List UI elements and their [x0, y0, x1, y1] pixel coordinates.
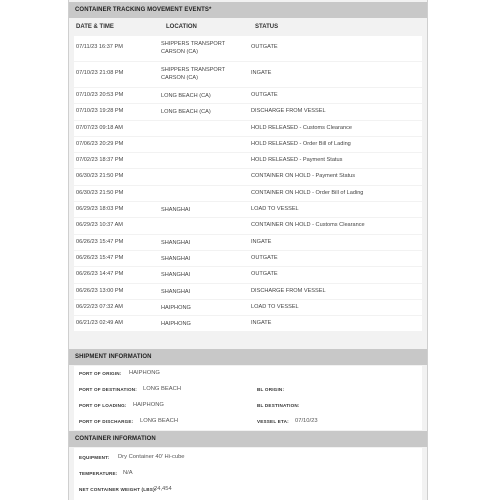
container-row-weight [74, 482, 422, 497]
container-section-header: CONTAINER INFORMATION [69, 431, 427, 447]
event-status: OUTGATE [251, 44, 278, 50]
event-location: SHANGHAI [161, 255, 191, 262]
event-status: HOLD RELEASED - Payment Status [251, 157, 343, 164]
port-of-discharge-label: PORT OF DISCHARGE: [79, 419, 134, 424]
event-status: DISCHARGE FROM VESSEL [251, 108, 326, 115]
event-date: 07/10/23 21:08 PM [76, 70, 124, 76]
col-header-status: STATUS [255, 24, 279, 30]
vessel-eta-label: VESSEL ETA: [257, 419, 289, 424]
event-date: 06/26/23 15:47 PM [76, 238, 124, 245]
event-date: 06/21/23 02:49 AM [76, 320, 123, 327]
event-location: SHIPPERS TRANSPORT CARSON (CA) [161, 41, 226, 55]
event-location: SHANGHAI [161, 288, 191, 295]
port-of-loading-value: HAIPHONG [133, 402, 164, 408]
table-row [74, 267, 422, 282]
temperature-value: N/A [123, 470, 133, 476]
table-row [74, 251, 422, 266]
table-row [74, 218, 422, 233]
table-row [74, 202, 422, 217]
vessel-eta-value: 07/10/23 [295, 418, 318, 424]
events-table-body [74, 36, 422, 332]
tracking-section-header: CONTAINER TRACKING MOVEMENT EVENTS* [69, 2, 427, 18]
event-date: 06/26/23 14:47 PM [76, 271, 124, 278]
port-of-discharge-value: LONG BEACH [140, 418, 179, 424]
event-status: OUTGATE [251, 92, 278, 98]
tracking-panel [68, 0, 428, 500]
shipment-row-origin [74, 366, 422, 381]
table-row [74, 88, 422, 103]
container-row-temperature [74, 466, 422, 481]
container-row-equipment [74, 450, 422, 465]
event-location: HAIPHONG [161, 321, 191, 328]
table-row [74, 153, 422, 168]
port-of-origin-label: PORT OF ORIGIN: [79, 371, 122, 376]
event-date: 06/29/23 18:03 PM [76, 206, 124, 213]
net-weight-label: NET CONTAINER WEIGHT (LBS): [79, 487, 157, 492]
event-location: HAIPHONG [161, 304, 191, 311]
event-status: CONTAINER ON HOLD - Payment Status [251, 173, 356, 180]
event-status: INGATE [251, 238, 272, 245]
col-header-date: DATE & TIME [76, 24, 114, 30]
event-location: SHANGHAI [161, 272, 191, 279]
event-date: 07/10/23 19:28 PM [76, 108, 124, 115]
shipment-section-header: SHIPMENT INFORMATION [69, 349, 427, 365]
event-status: INGATE [251, 70, 272, 76]
event-date: 07/11/23 16:37 PM [76, 44, 123, 50]
table-row [74, 137, 422, 152]
table-row [74, 284, 422, 299]
event-location: LONG BEACH (CA) [161, 109, 211, 116]
table-row [74, 235, 422, 250]
event-status: CONTAINER ON HOLD - Customs Clearance [251, 222, 365, 229]
port-of-origin-value: HAIPHONG [129, 370, 160, 376]
table-row [74, 121, 422, 136]
event-date: 06/30/23 21:50 PM [76, 189, 124, 196]
event-status: HOLD RELEASED - Customs Clearance [251, 124, 353, 131]
event-status: INGATE [251, 320, 272, 327]
event-date: 07/02/23 18:37 PM [76, 157, 124, 164]
event-status: OUTGATE [251, 254, 278, 261]
event-date: 06/30/23 21:50 PM [76, 173, 124, 180]
event-status: CONTAINER ON HOLD - Order Bill of Lading [251, 189, 364, 196]
equipment-label: EQUIPMENT: [79, 455, 110, 460]
port-of-destination-label: PORT OF DESTINATION: [79, 387, 138, 392]
shipment-row-loading [74, 398, 422, 413]
event-location: SHIPPERS TRANSPORT CARSON (CA) [161, 67, 226, 81]
table-row [74, 169, 422, 184]
event-status: DISCHARGE FROM VESSEL [251, 287, 326, 294]
table-row [74, 62, 422, 87]
table-row [74, 36, 422, 61]
equipment-value: Dry Container 40' Hi-cube [118, 454, 185, 460]
port-of-loading-label: PORT OF LOADING: [79, 403, 127, 408]
col-header-location: LOCATION [166, 24, 197, 30]
shipment-row-destination [74, 382, 422, 397]
event-status: HOLD RELEASED - Order Bill of Lading [251, 140, 351, 147]
table-row [74, 186, 422, 201]
events-table-header [69, 21, 427, 35]
event-date: 07/06/23 20:29 PM [76, 140, 124, 147]
temperature-label: TEMPERATURE: [79, 471, 118, 476]
event-date: 07/07/23 09:18 AM [76, 124, 123, 131]
bl-destination-label: BL DESTINATION: [257, 403, 300, 408]
event-date: 06/29/23 10:37 AM [76, 222, 123, 229]
event-status: LOAD TO VESSEL [251, 303, 299, 310]
shipment-row-discharge [74, 414, 422, 429]
table-row [74, 104, 422, 119]
net-weight-value: 24,454 [154, 486, 172, 492]
shipment-info-box [74, 366, 422, 430]
event-status: OUTGATE [251, 271, 278, 278]
event-status: LOAD TO VESSEL [251, 206, 299, 213]
table-row [74, 316, 422, 331]
event-location: SHANGHAI [161, 239, 191, 246]
event-location: SHANGHAI [161, 207, 191, 214]
event-date: 06/22/23 07:32 AM [76, 303, 123, 310]
event-location: LONG BEACH (CA) [161, 93, 211, 99]
table-row [74, 300, 422, 315]
event-date: 06/26/23 15:47 PM [76, 254, 124, 261]
port-of-destination-value: LONG BEACH [143, 386, 182, 392]
event-date: 06/26/23 13:00 PM [76, 287, 124, 294]
container-info-box [74, 448, 422, 500]
event-date: 07/10/23 20:53 PM [76, 92, 124, 98]
bl-origin-label: BL ORIGIN: [257, 387, 285, 392]
